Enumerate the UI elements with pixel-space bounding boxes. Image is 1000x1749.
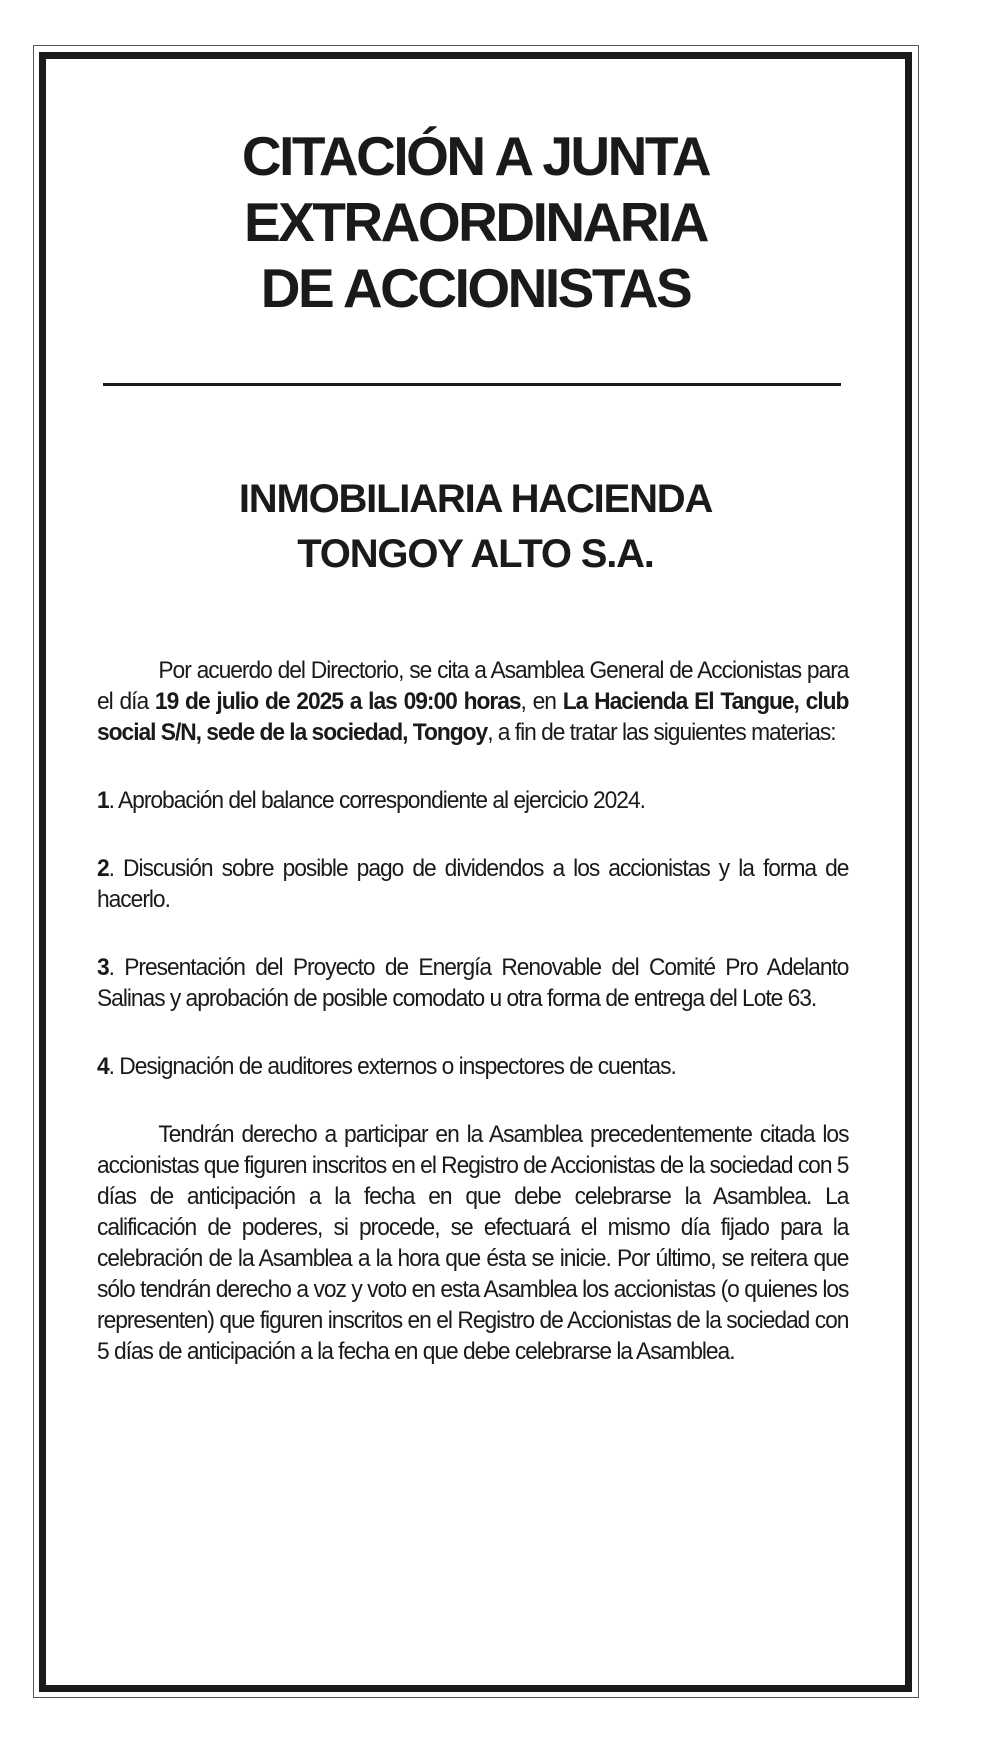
agenda-text: . Aprobación del balance correspondiente al ejercicio 2024. (108, 787, 645, 814)
agenda-text: . Presentación del Proyecto de Energía Renovable del Comité Pro Adelanto Salinas y aprobación de posible comodato u otra forma de entrega del Lote 63. (97, 954, 849, 1012)
agenda-item-2 (97, 853, 848, 915)
title-line: CITACIÓN A JUNTA (241, 125, 710, 187)
divider-rule (103, 383, 841, 386)
agenda-item-4 (97, 1051, 848, 1082)
notice-content (46, 59, 905, 1685)
company-name (46, 472, 905, 582)
notice-body (97, 655, 848, 1404)
agenda-item-3 (97, 952, 848, 1014)
agenda-number: 3 (97, 954, 109, 981)
agenda-number: 4 (97, 1053, 109, 1080)
agenda-text: . Discusión sobre posible pago de dividendos a los accionistas y la forma de hacerlo. (97, 855, 849, 913)
meeting-place: La Hacienda El Tangue, club social S/N, sede de la sociedad, Tongoy (97, 688, 849, 746)
agenda-text: . Designación de auditores externos o inspectores de cuentas. (108, 1053, 676, 1080)
intro-paragraph (97, 655, 848, 748)
notice-title (46, 123, 905, 321)
company-line: TONGOY ALTO S.A. (297, 532, 654, 576)
agenda-item-1 (97, 785, 848, 816)
agenda-number: 2 (97, 855, 109, 882)
title-line: EXTRAORDINARIA (243, 191, 708, 253)
intro-mid: , en (520, 688, 563, 715)
intro-post: , a fin de tratar las siguientes materias: (487, 719, 836, 746)
closing-paragraph: Tendrán derecho a participar en la Asamblea precedentemente citada los accionistas que figuren inscritos en el Registro de Accionistas de la sociedad con 5 días de anticipación a la fecha en que debe celebrarse la Asamblea. La calificación de poderes, si procede, se efectuará el mismo día fijado para la celebración de la Asamblea a la hora que ésta se inicie. Por último, se reitera que sólo tendrán derecho a voz y voto en esta Asamblea los accionistas (o quienes los representen) que figuren inscritos en el Registro de Accionistas de la sociedad con 5 días de anticipación a la fecha en que debe celebrarse la Asamblea. (97, 1121, 849, 1365)
title-line: DE ACCIONISTAS (260, 257, 691, 319)
agenda-number: 1 (97, 787, 109, 814)
intro-pre: Por acuerdo del Directorio, se cita a Asamblea General de Accionistas para el día (97, 657, 849, 715)
meeting-date-time: 19 de julio de 2025 a las 09:00 horas (154, 688, 521, 715)
company-line: INMOBILIARIA HACIENDA (238, 477, 713, 521)
